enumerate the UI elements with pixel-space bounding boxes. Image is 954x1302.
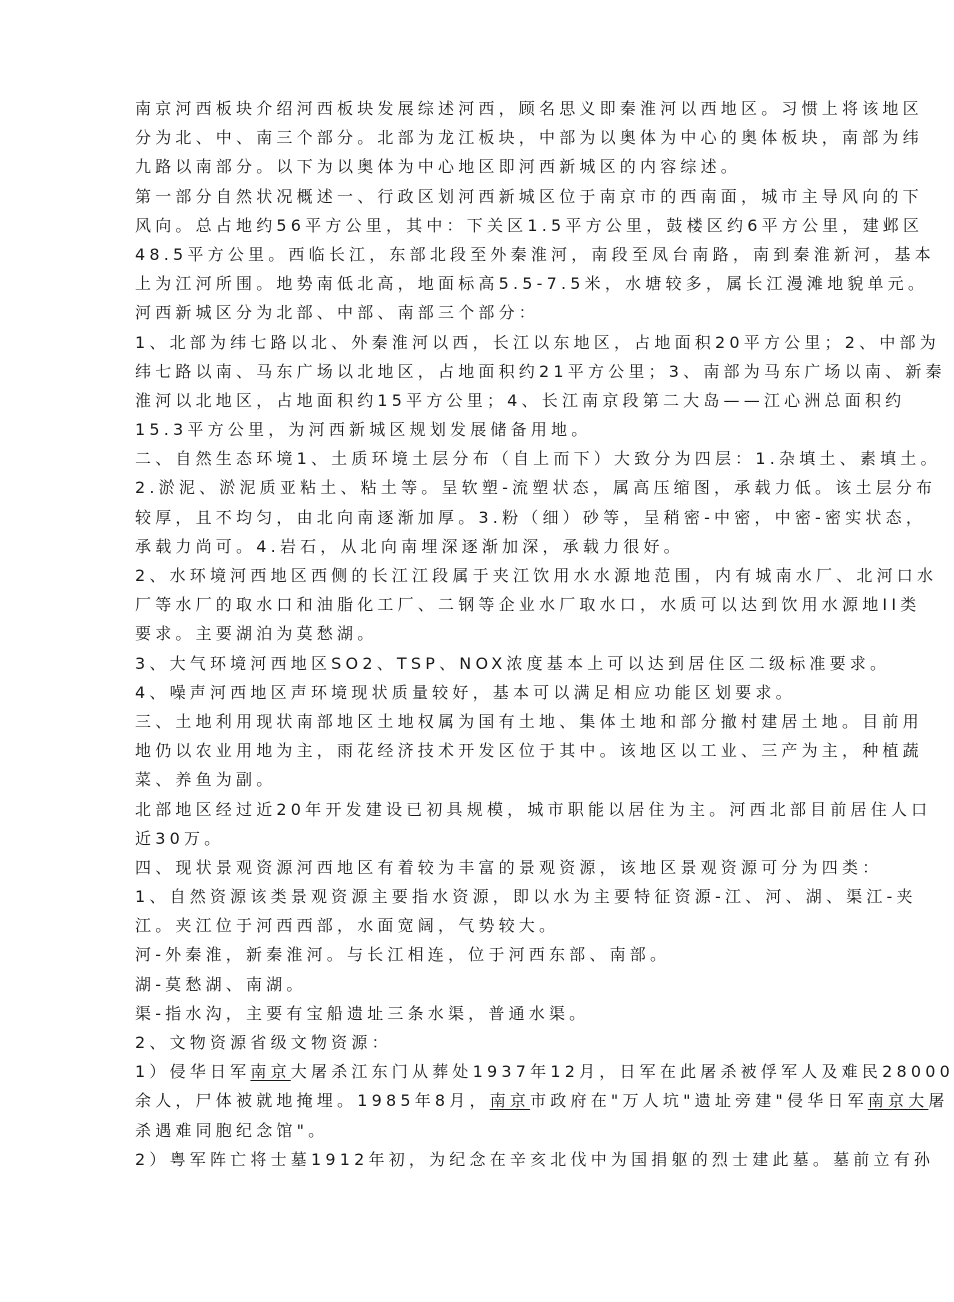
text-line: 三、土地利用现状南部地区土地权属为国有土地、集体土地和部分撤村建居土地。目前用	[135, 711, 923, 731]
text-segment: 1）侵华日军	[135, 1062, 251, 1082]
text-line	[135, 1086, 949, 1115]
text-line: 南京河西板块介绍河西板块发展综述河西，顾名思义即秦淮河以西地区。习惯上将该地区	[135, 99, 923, 118]
text-line: 淮河以北地区，占地面积约15平方公里；4、长江南京段第二大岛——江心洲总面积约	[135, 390, 906, 410]
text-line: 15.3平方公里，为河西新城区规划发展储备用地。	[135, 420, 592, 440]
text-line: 上为江河所围。地势南低北高，地面标高5.5-7.5米，水塘较多，属长江漫滩地貌单元。	[135, 274, 929, 294]
text-segment: 大屠杀江东门从葬处1937年12月，日军在此屠杀被俘军人及难民28000	[290, 1062, 954, 1082]
text-line: 渠-指水沟，主要有宝船遗址三条水渠，普通水渠。	[135, 1003, 590, 1023]
text-line: 纬七路以南、马东广场以北地区，占地面积约21平方公里；3、南部为马东广场以南、新秦	[135, 361, 946, 381]
text-line: 杀遇难同胞纪念馆"。	[135, 1120, 329, 1140]
text-segment: 市政府在"万人坑"遗址旁建"侵华日军	[530, 1091, 868, 1111]
text-line: 近30万。	[135, 828, 225, 848]
text-line: 风向。总占地约56平方公里，其中：下关区1.5平方公里，鼓楼区约6平方公里，建邺区	[135, 215, 924, 235]
text-line: 河西新城区分为北部、中部、南部三个部分：	[135, 303, 540, 323]
text-segment: 余人，尸体被就地掩埋。1985年8月，	[135, 1091, 490, 1111]
text-line: 九路以南部分。以下为以奥体为中心地区即河西新城区的内容综述。	[135, 157, 742, 177]
document-body	[135, 94, 954, 1174]
text-line: 四、现状景观资源河西地区有着较为丰富的景观资源，该地区景观资源可分为四类：	[135, 857, 883, 877]
nanjing-link[interactable]: 南京大	[867, 1091, 929, 1111]
text-line: 承载力尚可。4.岩石，从北向南埋深逐渐加深，承载力很好。	[135, 536, 684, 556]
text-line: 2、文物资源省级文物资源：	[135, 1033, 392, 1052]
text-line: 1、北部为纬七路以北、外秦淮河以西，长江以东地区，占地面积20平方公里；2、中部为	[135, 332, 940, 352]
text-line: 分为北、中、南三个部分。北部为龙江板块，中部为以奥体为中心的奥体板块，南部为纬	[135, 128, 923, 148]
text-line: 4、噪声河西地区声环境现状质量较好，基本可以满足相应功能区划要求。	[135, 682, 796, 702]
text-line: 二、自然生态环境1、土质环境土层分布（自上而下）大致分为四层：1.杂填土、素填土。	[135, 449, 941, 469]
text-line: 湖-莫愁湖、南湖。	[135, 974, 307, 994]
text-line: 2、水环境河西地区西侧的长江江段属于夹江饮用水水源地范围，内有城南水厂、北河口水	[135, 566, 938, 585]
text-line: 菜、养鱼为副。	[135, 770, 277, 790]
text-line: 1、自然资源该类景观资源主要指水资源，即以水为主要特征资源-江、河、湖、渠江-夹	[135, 887, 917, 907]
text-line	[135, 1057, 954, 1086]
text-line: 北部地区经过近20年开发建设已初具规模，城市职能以居住为主。河西北部目前居住人口	[135, 799, 932, 819]
text-line: 较厚，且不均匀，由北向南逐渐加厚。3.粉（细）砂等，呈稍密-中密，中密-密实状态，	[135, 507, 927, 527]
text-line: 48.5平方公里。西临长江，东部北段至外秦淮河，南段至凤台南路，南到秦淮新河，基本	[135, 244, 935, 264]
text-line: 3、大气环境河西地区SO2、TSP、NOX浓度基本上可以达到居住区二级标准要求。	[135, 653, 891, 673]
nanjing-link[interactable]: 南京	[250, 1062, 291, 1082]
nanjing-link[interactable]: 南京	[489, 1091, 531, 1111]
text-line: 要求。主要湖泊为莫愁湖。	[135, 624, 378, 644]
text-line: 2）粤军阵亡将士墓1912年初，为纪念在辛亥北伐中为国捐躯的烈士建此墓。墓前立有孙	[135, 1149, 935, 1169]
text-line: 江。夹江位于河西西部，水面宽阔，气势较大。	[135, 916, 560, 936]
text-line: 厂等水厂的取水口和油脂化工厂、二钢等企业水厂取水口，水质可以达到饮用水源地II类	[135, 595, 921, 615]
text-line: 第一部分自然状况概述一、行政区划河西新城区位于南京市的西南面，城市主导风向的下	[135, 186, 923, 206]
text-line: 河-外秦淮，新秦淮河。与长江相连，位于河西东部、南部。	[135, 945, 671, 965]
text-line: 2.淤泥、淤泥质亚粘土、粘土等。呈软塑-流塑状态，属高压缩图，承载力低。该土层分布	[135, 478, 937, 498]
text-line: 地仍以农业用地为主，雨花经济技术开发区位于其中。该地区以工业、三产为主，种植蔬	[135, 741, 923, 761]
text-segment: 屠	[928, 1091, 949, 1111]
